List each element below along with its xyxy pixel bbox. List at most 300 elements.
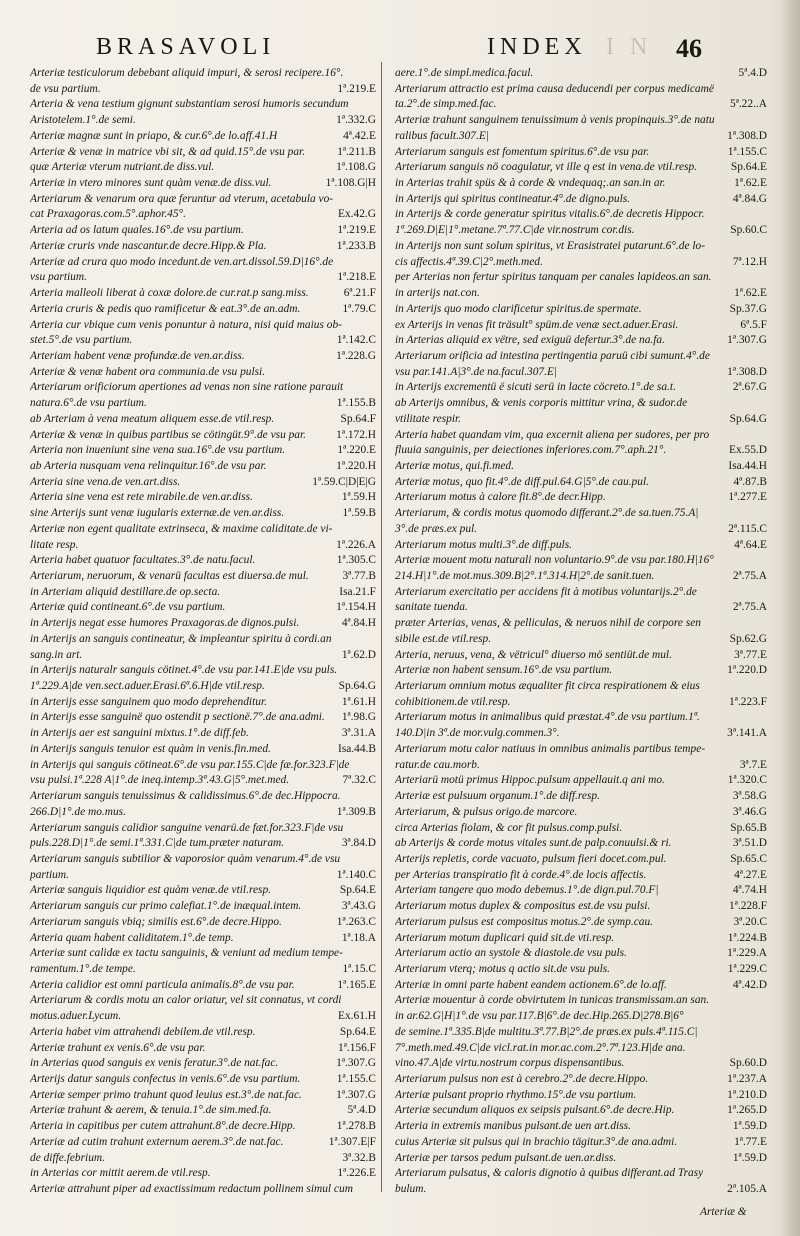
entry-text: Arteriæ trahunt & aerem, & tenuia.1°.de sim.med.fa. [30, 1104, 272, 1117]
entry-text: Arteriarum orificiorum apertiones ad venas non sine ratione parauit [30, 381, 344, 394]
entry-reference: Sp.60.D [729, 1057, 767, 1070]
entry-reference [763, 710, 767, 726]
entry-reference [763, 396, 767, 412]
entry-text: motus.aduer.Lycum. [30, 1010, 122, 1023]
entry-text: Arteriæ & venæ in matrice vbi sit, & ad quid.15°.de vsu par. [30, 145, 306, 158]
entry-reference: 1ª.59.D [732, 1120, 767, 1133]
entry-text: Arterijs repletis, corde vacuato, pulsum fieri docet.com.pul. [395, 852, 667, 865]
entry-text: 3°.de præs.ex pul. [395, 522, 478, 535]
entry-reference: 2ª.105.A [727, 1183, 767, 1196]
entry-reference: 1ª.155.C [727, 145, 767, 158]
index-entry-line [30, 129, 376, 145]
entry-text: Aristotelem.1°.de semi. [30, 114, 136, 127]
entry-text: Arteriarum sanguis calidior sanguine venarü.de fæt.for.323.F|de vsu [30, 821, 344, 834]
page-number: 46 [676, 34, 702, 63]
entry-reference: 1ª.156.F [338, 1041, 376, 1054]
entry-reference: 1ª.265.D [727, 1104, 767, 1117]
entry-reference: 1ª.98.G [341, 711, 376, 724]
entry-text: ex Arterijs in venas fit träsult° spüm.de venæ sect.aduer.Erasi. [395, 318, 679, 331]
index-entry-line [30, 333, 376, 349]
index-entry-line [30, 239, 376, 255]
index-entry-line [395, 160, 767, 176]
entry-reference: 2ª.75.A [732, 570, 767, 582]
index-entry-line [395, 632, 767, 648]
entry-reference: 1ª.307.G [727, 334, 767, 347]
entry-text: Arteriæ quid contineant.6°.de vsu partium. [30, 601, 226, 614]
entry-reference [763, 742, 767, 758]
index-entry-line [395, 836, 767, 852]
entry-reference: 3ª.46.G [732, 805, 767, 818]
entry-reference: Sp.64.E [339, 884, 376, 897]
index-entry-line [30, 1072, 376, 1088]
entry-text: Arteria in extremis manibus pulsant.de uen art.diss. [395, 1120, 631, 1133]
entry-text: Arteria quam habent caliditatem.1°.de temp. [30, 931, 234, 944]
entry-reference [372, 946, 376, 962]
index-entry-line [30, 946, 376, 962]
page-gutter-shadow [780, 0, 800, 1236]
entry-text: Arteriæ attrahunt piper ad exactissimum redactum pollinem simul cum [30, 1183, 353, 1196]
index-entry-line [30, 380, 376, 396]
entry-reference: 1ª.61.H [341, 695, 376, 708]
index-entry-line [395, 1041, 767, 1057]
index-entry-line [30, 585, 376, 601]
entry-text: in arterijs nat.con. [395, 287, 480, 300]
entry-reference: 3ª.77.B [342, 570, 376, 582]
entry-reference: 3ª.43.G [341, 900, 376, 913]
index-entry-line [395, 239, 767, 255]
entry-reference: 1ª.305.C [336, 554, 376, 567]
entry-text: Arteria cruris & pedis quo ramificetur & eat.3°.de an.adm. [30, 302, 301, 315]
index-entry-line [30, 758, 376, 774]
entry-text: Arteriæ motus, qui.fi.med. [395, 459, 514, 472]
entry-text: cuius Arteriæ sit pulsus qui in brachio tägitur.3°.de ana.admi. [395, 1135, 678, 1148]
entry-text: Arteriæ in vtero minores sunt quàm venæ.de diss.vul. [30, 177, 272, 190]
entry-reference: 1ª.15.C [342, 962, 376, 975]
entry-reference: 3ª.51.D [732, 837, 767, 850]
entry-text: 1ª.269.D|E|1°.metane.7ª.77.C|de vir.nostrum cor.dis. [395, 224, 635, 237]
entry-reference [763, 1025, 767, 1041]
index-entry-line [30, 365, 376, 381]
entry-reference [372, 380, 376, 396]
index-entry-line [395, 129, 767, 145]
entry-reference: 1ª.220.H [336, 459, 376, 472]
entry-reference: 1ª.219.E [337, 82, 376, 95]
entry-text: ramentum.1°.de tempe. [30, 962, 136, 975]
entry-text: ab Arteria nusquam vena relinquitur.16°.de vsu par. [30, 459, 267, 472]
entry-text: Arteriarum vterq; motus q actio sit.de vsu puls. [395, 962, 611, 975]
entry-reference [763, 553, 767, 569]
index-entry-line [30, 207, 376, 223]
entry-text: in ar.62.G|H|1°.de vsu par.117.B|6°.de dec.Hip.265.D|278.B|6° [395, 1010, 684, 1023]
index-entry-line [395, 883, 767, 899]
entry-text: Arteria calidior est omni particula animalis.8°.de vsu par. [30, 978, 295, 991]
entry-reference: Ex.55.D [729, 444, 767, 457]
entry-reference [763, 1009, 767, 1025]
entry-reference [372, 365, 376, 381]
entry-reference: 1ª.226.E [337, 1167, 376, 1180]
entry-text: in Arterijs qui sanguis cötineat.6°.de vsu par.155.C|de fæ.for.323.F|de [30, 758, 350, 771]
index-entry-line [395, 585, 767, 601]
entry-reference: 1ª.79.C [342, 302, 376, 315]
entry-text: 7°.meth.med.49.C|de vicl.rat.in mor.ac.com.2°.7ª.123.H|de ana. [395, 1041, 686, 1054]
entry-reference: Sp.65.C [730, 852, 767, 865]
entry-reference [372, 97, 376, 113]
index-entry-line [395, 459, 767, 475]
entry-text: Arteriarum exercitatio per accidens fit à motibus voluntarijs.2°.de [395, 585, 697, 598]
entry-text: sibile est.de vtil.resp. [395, 632, 492, 645]
entry-text: sine Arterijs sunt venæ iugularis externæ.de ven.ar.diss. [30, 507, 285, 520]
index-entry-line [395, 946, 767, 962]
index-entry-line [30, 145, 376, 161]
index-entry-line [30, 113, 376, 129]
entry-reference: 1ª.307.E|F [328, 1135, 376, 1148]
entry-text: Arteria habet vim attrahendi debilem.de vtil.resp. [30, 1025, 256, 1038]
entry-text: fluuia sanguinis, per deiectiones inferiores.com.7°.aph.21°. [395, 444, 667, 457]
entry-reference: Sp.37.G [729, 302, 767, 315]
index-entry-line [30, 302, 376, 318]
entry-reference: 5ª.4.D [347, 1104, 376, 1117]
entry-reference [372, 1182, 376, 1198]
entry-reference: 6ª.5.F [740, 318, 767, 331]
entry-text: in Arterias aliquid ex vëtre, sed exiguü defertur.3°.de na.fa. [395, 334, 665, 347]
index-entry-line [30, 286, 376, 302]
entry-reference: Isa.44.H [728, 459, 767, 472]
entry-text: Arteria ad os latum quales.16°.de vsu partium. [30, 224, 244, 237]
index-entry-line [30, 66, 376, 82]
index-entry-line [395, 365, 767, 381]
entry-text: Arteriæ sunt calidæ ex tactu sanguinis, & veniunt ad medium tempe- [30, 947, 343, 960]
entry-reference: 4ª.42.D [732, 978, 767, 991]
index-entry-line [395, 428, 767, 444]
index-entry-line [30, 1041, 376, 1057]
entry-text: in Arterijs an sanguis contineatur, & impleantur spiritu à cordi.an [30, 632, 332, 645]
index-entry-line [395, 695, 767, 711]
entry-reference: 3ª.77.E [734, 648, 767, 661]
entry-reference: 1ª.59.H [341, 491, 376, 504]
entry-reference [372, 192, 376, 208]
index-entry-line [395, 97, 767, 113]
entry-reference: 1ª.220.D [727, 664, 767, 677]
entry-text: Arteriarü motü primus Hippoc.pulsum appellauit.q ani mo. [395, 774, 665, 787]
entry-text: cis affectis.4ª.39.C|2°.meth.med. [395, 255, 543, 268]
entry-reference: 1ª.220.E [337, 444, 376, 457]
entry-text: Arteriarum motum duplicari quid sit.de vti.resp. [395, 931, 615, 944]
index-entry-line [30, 1135, 376, 1151]
index-entry-line [395, 726, 767, 742]
entry-text: in Arterijs sanguis tenuior est quàm in venis.fin.med. [30, 742, 271, 755]
index-entry-line [395, 223, 767, 239]
entry-text: Arteriarum orificia ad intestina pertingentia paruü cibi sumunt.4°.de [395, 349, 710, 362]
entry-reference: 1ª.59.D [732, 1151, 767, 1164]
entry-text: in Arterijs aer est sanguini mixtus.1°.de diff.feb. [30, 727, 249, 740]
entry-reference: 7ª.12.H [732, 255, 767, 268]
entry-text: Arteria non inueniunt sine vena sua.16°.de vsu partium. [30, 444, 286, 457]
entry-reference: 1ª.77.E [734, 1135, 767, 1148]
entry-reference: 1ª.308.D [727, 129, 767, 142]
index-entry-line [395, 821, 767, 837]
entry-text: Arteria, neruus, vena, & vëtricul° diuerso mö sentiüt.de mul. [395, 648, 672, 661]
index-entry-line [30, 396, 376, 412]
entry-text: aere.1°.de simpl.medica.facul. [395, 67, 534, 79]
entry-text: vsu pulsi.1ª.228 A|1°.de ineq.intemp.3ª.43.G|5°.met.med. [30, 774, 290, 787]
entry-reference: 3ª.58.G [732, 790, 767, 803]
entry-text: Arteriam tangere quo modo debemus.1°.de dign.pul.70.F| [395, 884, 659, 897]
entry-reference [763, 679, 767, 695]
entry-reference [763, 585, 767, 601]
index-entry-line [30, 663, 376, 679]
entry-text: Arteriæ cruris vnde nascantur.de decre.Hipp.& Pla. [30, 239, 267, 252]
entry-reference [372, 789, 376, 805]
running-head-left: BRASAVOLI [96, 34, 276, 60]
index-entry-line [395, 868, 767, 884]
index-entry-line [30, 176, 376, 192]
entry-text: præter Arterias, venas, & pelliculas, & neruos nihil de corpore sen [395, 617, 701, 630]
index-entry-line [395, 1151, 767, 1167]
entry-text: sanitate tuenda. [395, 601, 468, 614]
index-entry-line [30, 1088, 376, 1104]
index-entry-line [395, 915, 767, 931]
index-entry-line [30, 1025, 376, 1041]
index-entry-line [30, 318, 376, 334]
entry-reference: 1ª.229.C [727, 962, 767, 975]
index-entry-line [395, 600, 767, 616]
entry-reference: 1ª.223.F [729, 695, 767, 708]
index-entry-line [30, 978, 376, 994]
bleed-through-text: I N [606, 34, 653, 60]
entry-reference: 1ª.154.H [336, 601, 376, 614]
entry-text: Arteriæ trahunt sanguinem tenuissimum à venis propinquis.3°.de natu [395, 114, 715, 127]
entry-reference: 3ª.31.A [341, 727, 376, 740]
entry-text: Arteriæ semper primo trahunt quod leuius est.3°.de nat.fac. [30, 1088, 302, 1101]
entry-reference: 1ª.226.A [336, 538, 376, 551]
entry-reference: 1ª.59.B [342, 507, 376, 520]
index-entry-line [30, 821, 376, 837]
entry-text: 266.D|1°.de mo.mus. [30, 805, 126, 818]
entry-reference: 1ª.277.E [728, 491, 767, 504]
entry-text: Arteria habet quatuor facultates.3°.de natu.facul. [30, 554, 256, 567]
entry-text: Arteriæ mouent motu naturali non voluntario.9°.de vsu par.180.H|16° [395, 554, 714, 567]
entry-reference: 1ª.228.G [336, 349, 376, 362]
column-divider [381, 62, 382, 1192]
entry-reference [763, 113, 767, 129]
index-column-right [395, 66, 767, 1198]
entry-text: Arteriæ non egent qualitate extrinseca, & maxime caliditate.de vi- [30, 522, 333, 535]
index-entry-line [395, 1103, 767, 1119]
entry-reference: 4ª.74.H [732, 884, 767, 897]
index-entry-line [395, 789, 767, 805]
index-entry-line [30, 993, 376, 1009]
index-entry-line [395, 569, 767, 585]
entry-reference [763, 1166, 767, 1182]
entry-reference: Sp.65.B [730, 821, 767, 834]
index-entry-line [395, 66, 767, 82]
entry-reference: 4ª.87.B [733, 475, 767, 488]
entry-reference: 1ª.59.C|D|E|G [312, 475, 376, 488]
index-entry-line [395, 255, 767, 271]
entry-reference [763, 506, 767, 522]
entry-text: 214.H|1°.de mot.mus.309.B|2°.1ª.314.H|2°.de sanit.tuen. [395, 570, 655, 582]
index-entry-line [395, 1056, 767, 1072]
index-entry-line [30, 255, 376, 271]
index-entry-line [30, 192, 376, 208]
index-entry-line [30, 679, 376, 695]
index-entry-line [30, 160, 376, 176]
entry-reference: 1ª.108.G [336, 161, 376, 174]
entry-text: Arterijs datur sanguis confectus in venis.6°.de vsu partium. [30, 1073, 301, 1085]
entry-text: in Arterijs esse sanguinë quo ostendit p sectionë.7°.de ana.admi. [30, 711, 325, 724]
index-entry-line [30, 710, 376, 726]
entry-reference [763, 993, 767, 1009]
index-entry-line [395, 113, 767, 129]
index-entry-line [395, 805, 767, 821]
entry-reference [763, 1041, 767, 1057]
entry-text: Arteriæ trahunt ex venis.6°.de vsu par. [30, 1041, 206, 1054]
index-entry-line [30, 82, 376, 98]
index-entry-line [395, 145, 767, 161]
entry-text: de diffe.febrium. [30, 1151, 105, 1164]
entry-reference: 1ª.62.E [734, 287, 767, 300]
index-entry-line [30, 915, 376, 931]
index-entry-line [395, 616, 767, 632]
entry-reference: 1ª.18.A [341, 931, 376, 944]
entry-reference: Sp.64.G [729, 412, 767, 425]
index-entry-line [395, 1072, 767, 1088]
entry-text: Arteriarum sanguis cur primo calefiat.1°.de inæqual.intem. [30, 900, 302, 913]
entry-text: natura.6°.de vsu partium. [30, 397, 147, 410]
index-entry-line [30, 349, 376, 365]
index-entry-line [395, 553, 767, 569]
index-entry-line [395, 663, 767, 679]
entry-text: in Arterijs non sunt solum spiritus, vt Erasistratei putarunt.6°.de lo- [395, 239, 706, 252]
entry-reference: 1ª.210.D [727, 1088, 767, 1101]
entry-text: Arteriarum & venarum ora quæ feruntur ad vterum, acetabula vo- [30, 192, 334, 205]
index-entry-line [395, 773, 767, 789]
entry-text: ratur.de cau.morb. [395, 758, 480, 771]
entry-reference: 1ª.219.E [337, 224, 376, 237]
entry-text: Arteriæ non habent sensum.16°.de vsu partium. [395, 664, 613, 677]
index-entry-line [30, 1182, 376, 1198]
index-entry-line [395, 318, 767, 334]
entry-reference [372, 318, 376, 334]
entry-reference [372, 66, 376, 82]
entry-text: Arteriarum motus multi.3°.de diff.puls. [395, 538, 572, 551]
index-entry-line [30, 412, 376, 428]
index-entry-line [30, 459, 376, 475]
entry-reference: 6ª.21.F [343, 287, 376, 300]
entry-text: Arteria malleoli liberat à coxæ dolore.de cur.rat.p sang.miss. [30, 287, 309, 300]
entry-text: Arteriarum motu calor natiuus in omnibus animalis partibus tempe- [395, 742, 706, 755]
entry-reference [763, 207, 767, 223]
entry-reference: 1ª.263.C [336, 915, 376, 928]
entry-reference: Isa.44.B [338, 742, 376, 755]
index-entry-line [395, 475, 767, 491]
index-entry-line [30, 805, 376, 821]
entry-text: in Arterijs naturalr sanguis cötinet.4°.de vsu par.141.E|de vsu puls. [30, 664, 338, 677]
index-entry-line [30, 695, 376, 711]
entry-reference: 1ª.172.H [336, 428, 376, 441]
entry-text: vino.47.A|de virtu.nostrum corpus dispensantibus. [395, 1057, 625, 1070]
entry-text: in Arteriam aliquid destillare.de op.secta. [30, 585, 221, 598]
entry-reference: 1ª.309.B [336, 805, 376, 818]
entry-reference: 5ª.22..A [730, 98, 767, 111]
entry-reference: 2ª.75.A [732, 601, 767, 614]
entry-text: ta.2°.de simp.med.fac. [395, 98, 497, 111]
entry-reference: 1ª.165.E [337, 978, 376, 991]
index-entry-line [395, 1182, 767, 1198]
entry-text: cat Praxagoras.com.5°.aphor.45°. [30, 208, 186, 221]
entry-text: Arteriæ sanguis liquidior est quàm venæ.de vtil.resp. [30, 884, 271, 897]
entry-text: in Arterijs quo modo clarificetur spiritus.de spermate. [395, 302, 642, 315]
entry-reference [763, 428, 767, 444]
index-entry-line [30, 538, 376, 554]
index-entry-line [395, 993, 767, 1009]
entry-reference: 5ª.4.D [738, 67, 767, 79]
index-entry-line [395, 758, 767, 774]
entry-text: Arteria in capitibus per cutem attrahunt.8°.de decre.Hipp. [30, 1120, 296, 1133]
index-entry-line [30, 931, 376, 947]
entry-text: Arteriarum sanguis nö coagulatur, vt ille q est in vena.de vtil.resp. [395, 161, 698, 174]
entry-reference [372, 993, 376, 1009]
entry-reference: 2ª.115.C [728, 522, 767, 535]
entry-text: in Arterijs & corde generatur spiritus vitalis.6°.de decretis Hippocr. [395, 208, 705, 221]
entry-text: de semine.1ª.335.B|de multitu.3ª.77.B|2°.de præs.ex puls.4ª.115.C| [395, 1025, 698, 1038]
entry-reference: 1ª.224.B [727, 931, 767, 944]
running-head-right: INDEX [487, 34, 587, 60]
entry-reference: 7ª.32.C [342, 774, 376, 787]
index-entry-line [30, 726, 376, 742]
entry-reference: Sp.64.G [338, 680, 376, 693]
index-entry-line [395, 1088, 767, 1104]
entry-reference: Sp.62.G [729, 632, 767, 645]
index-entry-line [395, 931, 767, 947]
entry-reference: 1ª.108.G|H [325, 177, 376, 190]
entry-text: bulum. [395, 1183, 427, 1196]
index-entry-line [30, 962, 376, 978]
entry-reference: 1ª.320.C [727, 774, 767, 787]
entry-reference: Sp.64.F [340, 412, 376, 425]
entry-text: Arteriæ & venæ habent ora communia.de vsu pulsi. [30, 365, 266, 378]
entry-text: cohibitionem.de vtil.resp. [395, 695, 511, 708]
index-entry-line [395, 302, 767, 318]
index-entry-line [30, 97, 376, 113]
index-entry-line [395, 412, 767, 428]
entry-reference: 1ª.307.G [336, 1088, 376, 1101]
index-entry-line [395, 679, 767, 695]
entry-text: in Arterijs qui spiritus contineatur.4°.de digno.puls. [395, 192, 631, 205]
entry-reference [372, 522, 376, 538]
index-entry-line [395, 1166, 767, 1182]
entry-reference: 1ª.140.C [336, 868, 376, 881]
index-entry-line [30, 1056, 376, 1072]
index-entry-line [395, 286, 767, 302]
entry-text: ralibus facult.307.E| [395, 129, 489, 142]
entry-reference: Ex.61.H [338, 1010, 376, 1023]
index-entry-line [30, 1166, 376, 1182]
entry-reference: 4ª.84.G [732, 192, 767, 205]
index-entry-line [395, 742, 767, 758]
entry-reference: 1ª.62.D [341, 648, 376, 661]
entry-text: Arteriarum, & pulsus origo.de marcore. [395, 805, 578, 818]
entry-text: circa Arterias fiolam, & cor fit pulsus.comp.pulsi. [395, 821, 623, 834]
entry-text: quæ Arteriæ vterum nutriant.de diss.vul. [30, 161, 215, 174]
index-entry-line [395, 270, 767, 286]
index-entry-line [395, 333, 767, 349]
entry-reference: 4ª.64.E [734, 538, 767, 551]
entry-reference: 3ª.32.B [342, 1151, 376, 1164]
entry-text: 140.D|in 3ª.de mor.vulg.commen.3°. [395, 727, 560, 740]
entry-reference: 1ª.307.G [336, 1057, 376, 1070]
index-entry-line [30, 632, 376, 648]
